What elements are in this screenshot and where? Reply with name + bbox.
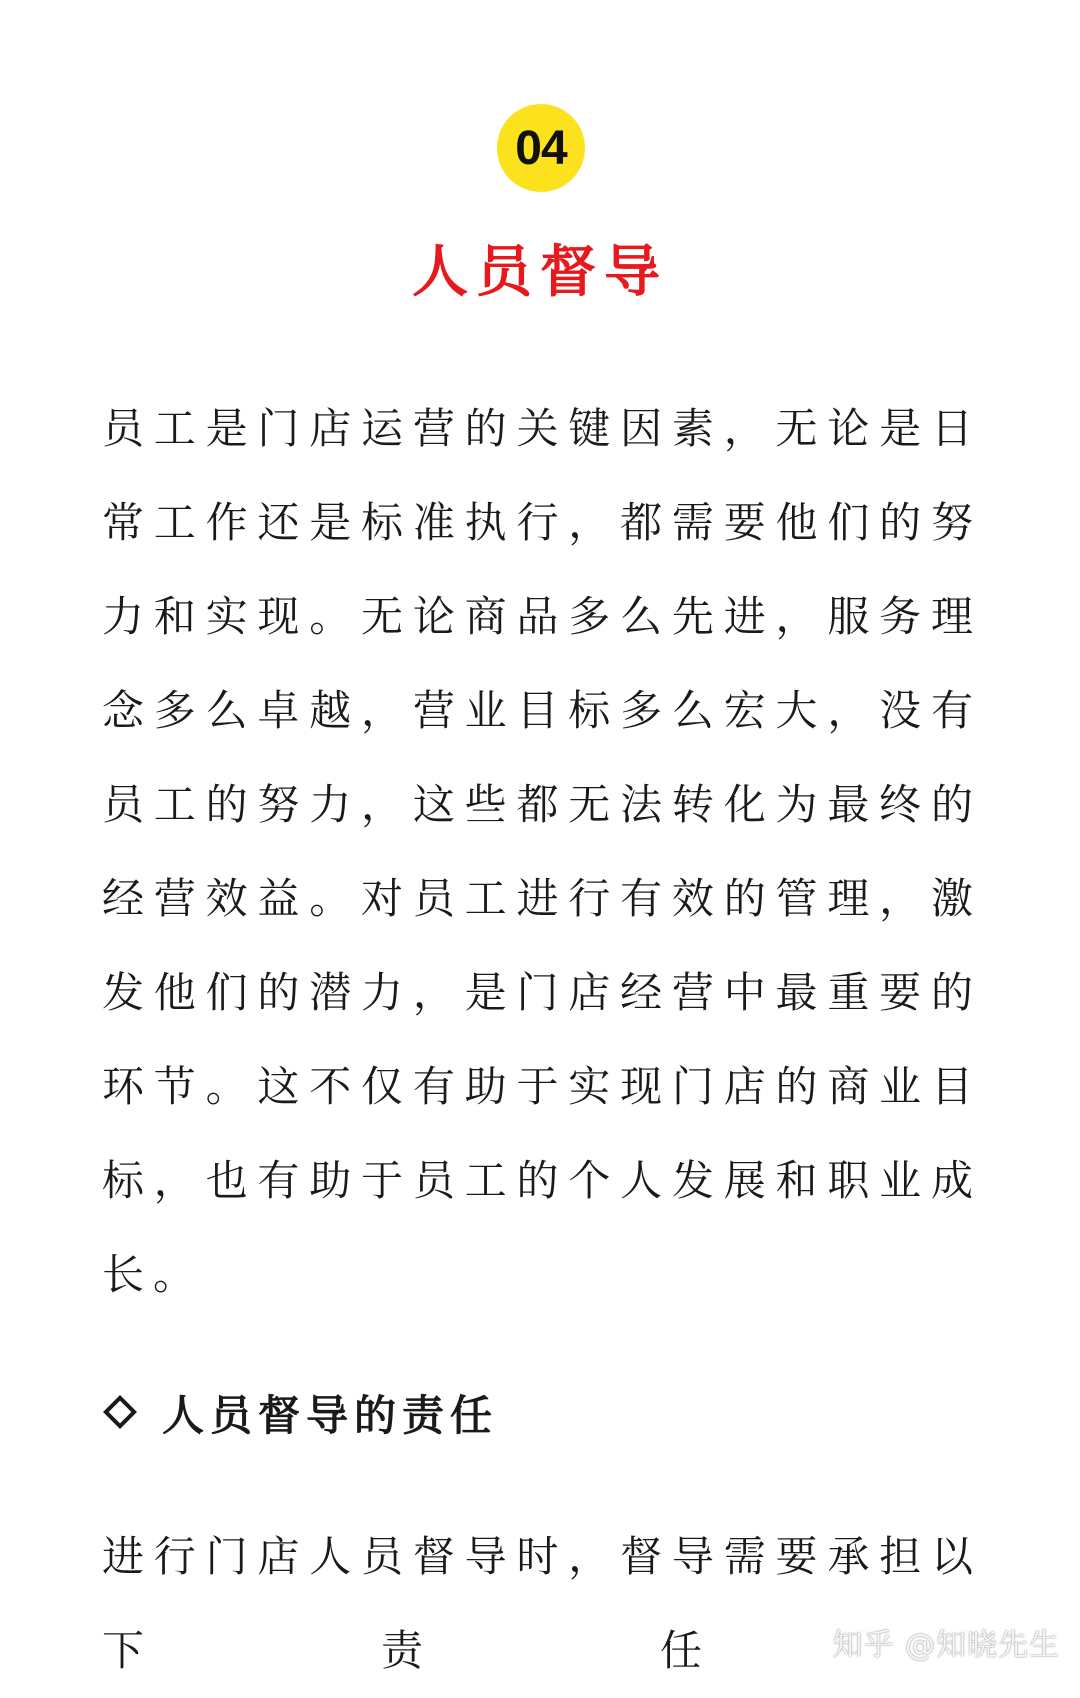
subsection-heading-text: 人员督导的责任 (162, 1391, 499, 1440)
paragraph-line: 员工是门店运营的关键因素，无论是日 (102, 404, 982, 453)
paragraph-line: 环节。这不仅有助于实现门店的商业目 (102, 1062, 982, 1111)
responsibility-paragraph (102, 1510, 982, 1698)
diamond-icon (103, 1395, 137, 1429)
paragraph-line: 经营效益。对员工进行有效的管理，激 (102, 874, 982, 923)
section-number-badge (497, 104, 585, 192)
section-number: 04 (515, 121, 567, 175)
subsection-heading (102, 1386, 498, 1446)
paragraph-line: 常工作还是标准执行，都需要他们的努 (102, 498, 982, 547)
paragraph-line: 下责任 (102, 1626, 702, 1675)
paragraph-line: 发他们的潜力，是门店经营中最重要的 (102, 968, 982, 1017)
paragraph-line: 标，也有助于员工的个人发展和职业成 (102, 1156, 982, 1205)
paragraph-line: 力和实现。无论商品多么先进，服务理 (102, 592, 982, 641)
intro-paragraph (102, 382, 982, 1322)
paragraph-line: 长。 (102, 1250, 205, 1299)
section-title: 人员督导 (412, 240, 668, 305)
paragraph-line: 员工的努力，这些都无法转化为最终的 (102, 780, 982, 829)
paragraph-line: 进行门店人员督导时，督导需要承担以 (102, 1532, 982, 1581)
zhihu-watermark: 知乎 @知晓先生 (832, 1628, 1060, 1663)
paragraph-line: 念多么卓越，营业目标多么宏大，没有 (102, 686, 982, 735)
